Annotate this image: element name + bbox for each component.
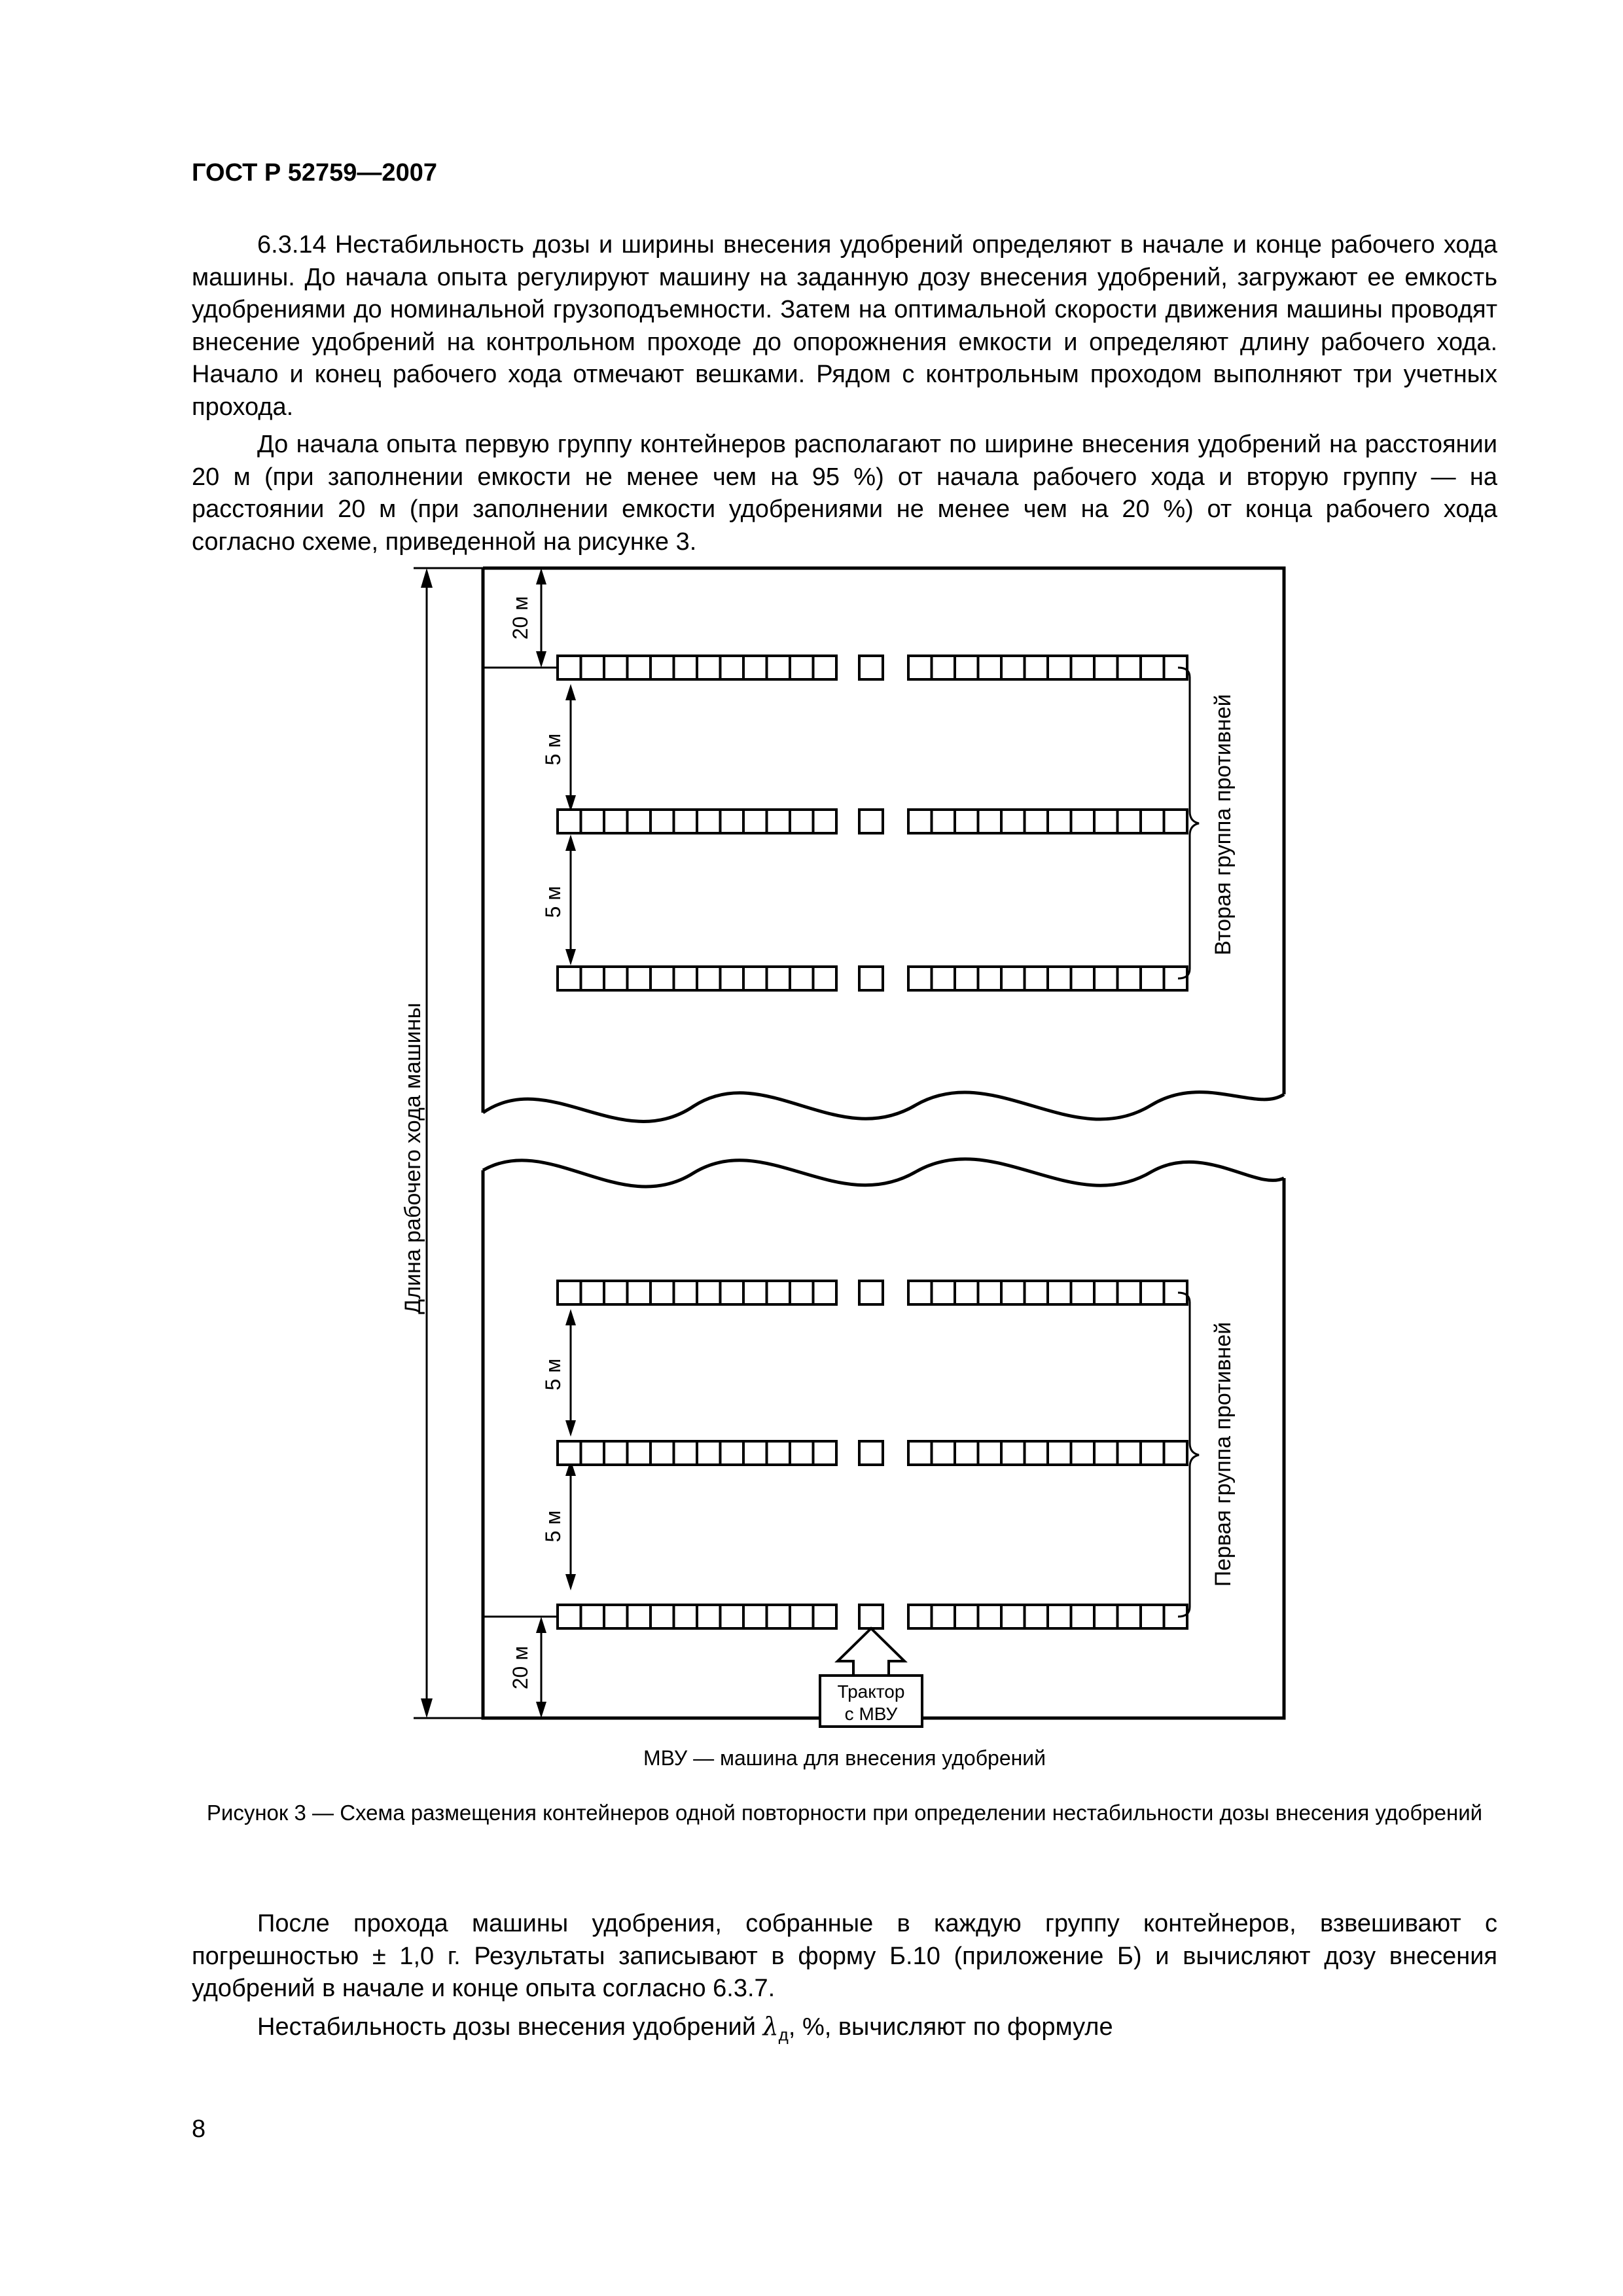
container-tray [767,1605,791,1628]
field-lower-outline [483,1159,1284,1718]
container-tray [743,1441,767,1465]
container-tray [908,1281,932,1304]
container-tray [1025,1281,1048,1304]
container-tray [604,1605,628,1628]
container-tray [908,1605,932,1628]
container-tray [651,1281,674,1304]
container-tray [1071,1281,1095,1304]
figure-caption: Рисунок 3 — Схема размещения контейнеров одной повторности при определении нестабильности дозы внесения удобрений [206,1801,1483,1825]
length-arrow-bottom [421,1698,433,1718]
container-tray [790,1605,813,1628]
container-tray [743,656,767,679]
container-tray [1001,1441,1025,1465]
container-tray [1094,1605,1118,1628]
container-tray [932,810,955,833]
container-tray [628,1605,651,1628]
container-tray [955,1441,978,1465]
container-tray [1141,967,1164,990]
container-tray [813,1441,837,1465]
container-tray [1118,1441,1141,1465]
container-tray [721,810,744,833]
container-tray [1048,1281,1071,1304]
container-tray [813,656,837,679]
container-tray [955,1605,978,1628]
container-tray [859,1605,883,1628]
container-tray [721,1441,744,1465]
container-tray [932,656,955,679]
container-tray [767,967,791,990]
container-tray [790,967,813,990]
container-tray [1164,1441,1188,1465]
container-tray [1071,967,1095,990]
container-tray [743,810,767,833]
container-tray [767,1441,791,1465]
container-tray [1001,967,1025,990]
container-tray [674,1281,698,1304]
container-tray [1025,1605,1048,1628]
container-tray [1071,656,1095,679]
container-tray [859,967,883,990]
dim-5m-3: 5 м [541,1358,565,1391]
container-tray [1025,810,1048,833]
container-tray [1141,656,1164,679]
container-tray [1094,1281,1118,1304]
first-group-label: Первая группа противней [1211,1321,1236,1587]
container-rows [558,656,1187,1628]
container-tray [604,1441,628,1465]
container-tray [628,1281,651,1304]
container-tray [697,810,721,833]
container-tray [955,656,978,679]
container-tray [908,967,932,990]
document-code: ГОСТ Р 52759—2007 [192,159,437,187]
container-tray [1118,1281,1141,1304]
container-tray [1118,1605,1141,1628]
container-tray [1048,1605,1071,1628]
container-tray [1001,656,1025,679]
dim-5m-4: 5 м [541,1510,565,1543]
container-tray [1025,656,1048,679]
container-tray [697,656,721,679]
container-tray [1118,656,1141,679]
container-tray [628,656,651,679]
figure-note: МВУ — машина для внесения удобрений [643,1746,1046,1770]
container-tray [790,1441,813,1465]
container-tray [581,967,605,990]
container-tray [1118,810,1141,833]
container-tray [932,1441,955,1465]
container-tray [767,1281,791,1304]
container-tray [604,656,628,679]
container-tray [790,1281,813,1304]
dim-5m-2: 5 м [541,886,565,918]
container-tray [558,967,581,990]
container-tray [1094,1441,1118,1465]
container-tray [859,1281,883,1304]
container-tray [1164,810,1188,833]
container-tray [721,1605,744,1628]
container-tray [558,1281,581,1304]
container-tray [1071,1605,1095,1628]
container-tray [558,1605,581,1628]
container-tray [978,1605,1002,1628]
container-tray [1141,810,1164,833]
container-tray [743,967,767,990]
container-tray [651,967,674,990]
container-tray [581,1605,605,1628]
container-tray [651,810,674,833]
container-tray [1141,1441,1164,1465]
page-number: 8 [192,2115,206,2143]
container-tray [674,1605,698,1628]
container-tray [674,656,698,679]
container-tray [813,967,837,990]
container-tray [978,967,1002,990]
container-tray [1141,1605,1164,1628]
paragraph-containers-placement: До начала опыта первую группу контейнеров располагают по ширине внесения удобрений на расстоянии 20 м (при заполнении емкости не менее чем на 95 %) от начала рабочего хода и вторую группу — на расстоянии 20 м (при заполнении емкости удобрениями не менее чем на 20 %) от конца рабочего хода согласно схеме, приведенной на рисунке 3. [192,431,1497,556]
container-tray [1094,967,1118,990]
container-tray [790,656,813,679]
container-tray [604,1281,628,1304]
container-tray [743,1281,767,1304]
container-tray [932,967,955,990]
container-tray [1001,810,1025,833]
tractor-arrow [838,1628,904,1676]
container-tray [978,1281,1002,1304]
container-tray [1001,1605,1025,1628]
container-tray [859,656,883,679]
container-tray [978,1441,1002,1465]
container-tray [1071,810,1095,833]
dim-20m-top: 20 м [508,596,532,640]
container-tray [978,656,1002,679]
container-tray [697,1441,721,1465]
container-tray [628,967,651,990]
container-tray [1048,967,1071,990]
tractor-label-1: Трактор [837,1681,905,1702]
body-text-bottom [192,1908,1497,2056]
container-tray [1025,1441,1048,1465]
container-tray [697,1281,721,1304]
container-tray [978,810,1002,833]
container-tray [604,967,628,990]
container-tray [651,1441,674,1465]
container-tray [628,1441,651,1465]
container-tray [674,1441,698,1465]
dim-20m-bottom: 20 м [508,1645,532,1690]
lambda-symbol: λ [762,2011,779,2041]
container-tray [767,810,791,833]
container-tray [859,810,883,833]
container-tray [932,1605,955,1628]
container-tray [955,967,978,990]
container-tray [1141,1281,1164,1304]
container-tray [581,1441,605,1465]
container-tray [1094,810,1118,833]
dim-5m-1: 5 м [541,733,565,766]
field-upper-outline [483,568,1284,1121]
container-tray [859,1441,883,1465]
paragraph-weighing: После прохода машины удобрения, собранные в каждую группу контейнеров, взвешивают с погрешностью ± 1,0 г. Результаты записывают в форму Б.10 (приложение Б) и вычисляют дозу внесения удобрений в начале и конце опыта согласно 6.3.7. [192,1910,1497,2002]
container-tray [697,1605,721,1628]
container-tray [558,1441,581,1465]
container-tray [1094,656,1118,679]
second-group-label: Вторая группа противней [1211,694,1236,956]
container-tray [604,810,628,833]
container-tray [1071,1441,1095,1465]
container-tray [674,810,698,833]
container-tray [581,656,605,679]
paragraph-6-3-14: 6.3.14 Нестабильность дозы и ширины внесения удобрений определяют в начале и конце рабочего хода машины. До начала опыта регулируют машину на заданную дозу внесения удобрений, загружают ее емкость удобрениями до номинальной грузоподъемности. Затем на оптимальной скорости движения машины проводят внесение удобрений на контрольном проходе до опорожнения емкости и определяют длину рабочего хода. Начало и конец рабочего хода отмечают вешками. Рядом с контрольным проходом выполняют три учетных прохода. [192,231,1497,421]
paragraph-formula-intro: Нестабильность дозы внесения удобрений $\lambda_д$, %, вычисляют по формуле [257,2011,1113,2045]
container-tray [1048,1441,1071,1465]
container-tray [721,1281,744,1304]
container-tray [721,656,744,679]
container-tray [581,1281,605,1304]
container-tray [1118,967,1141,990]
container-tray [558,656,581,679]
container-tray [674,967,698,990]
length-label: Длина рабочего хода машины [401,1003,425,1314]
container-tray [955,1281,978,1304]
container-tray [767,656,791,679]
container-tray [743,1605,767,1628]
container-tray [908,656,932,679]
container-tray [1048,656,1071,679]
container-tray [955,810,978,833]
container-tray [651,656,674,679]
container-tray [908,1441,932,1465]
container-tray [813,1281,837,1304]
container-tray [651,1605,674,1628]
container-tray [908,810,932,833]
container-tray [813,810,837,833]
container-tray [1025,967,1048,990]
container-tray [628,810,651,833]
length-arrow-top [421,568,433,588]
container-tray [581,810,605,833]
tractor-label-2: с МВУ [844,1704,898,1724]
container-tray [1001,1281,1025,1304]
container-tray [558,810,581,833]
container-tray [697,967,721,990]
container-tray [721,967,744,990]
container-tray [813,1605,837,1628]
container-tray [932,1281,955,1304]
container-tray [1048,810,1071,833]
container-tray [790,810,813,833]
